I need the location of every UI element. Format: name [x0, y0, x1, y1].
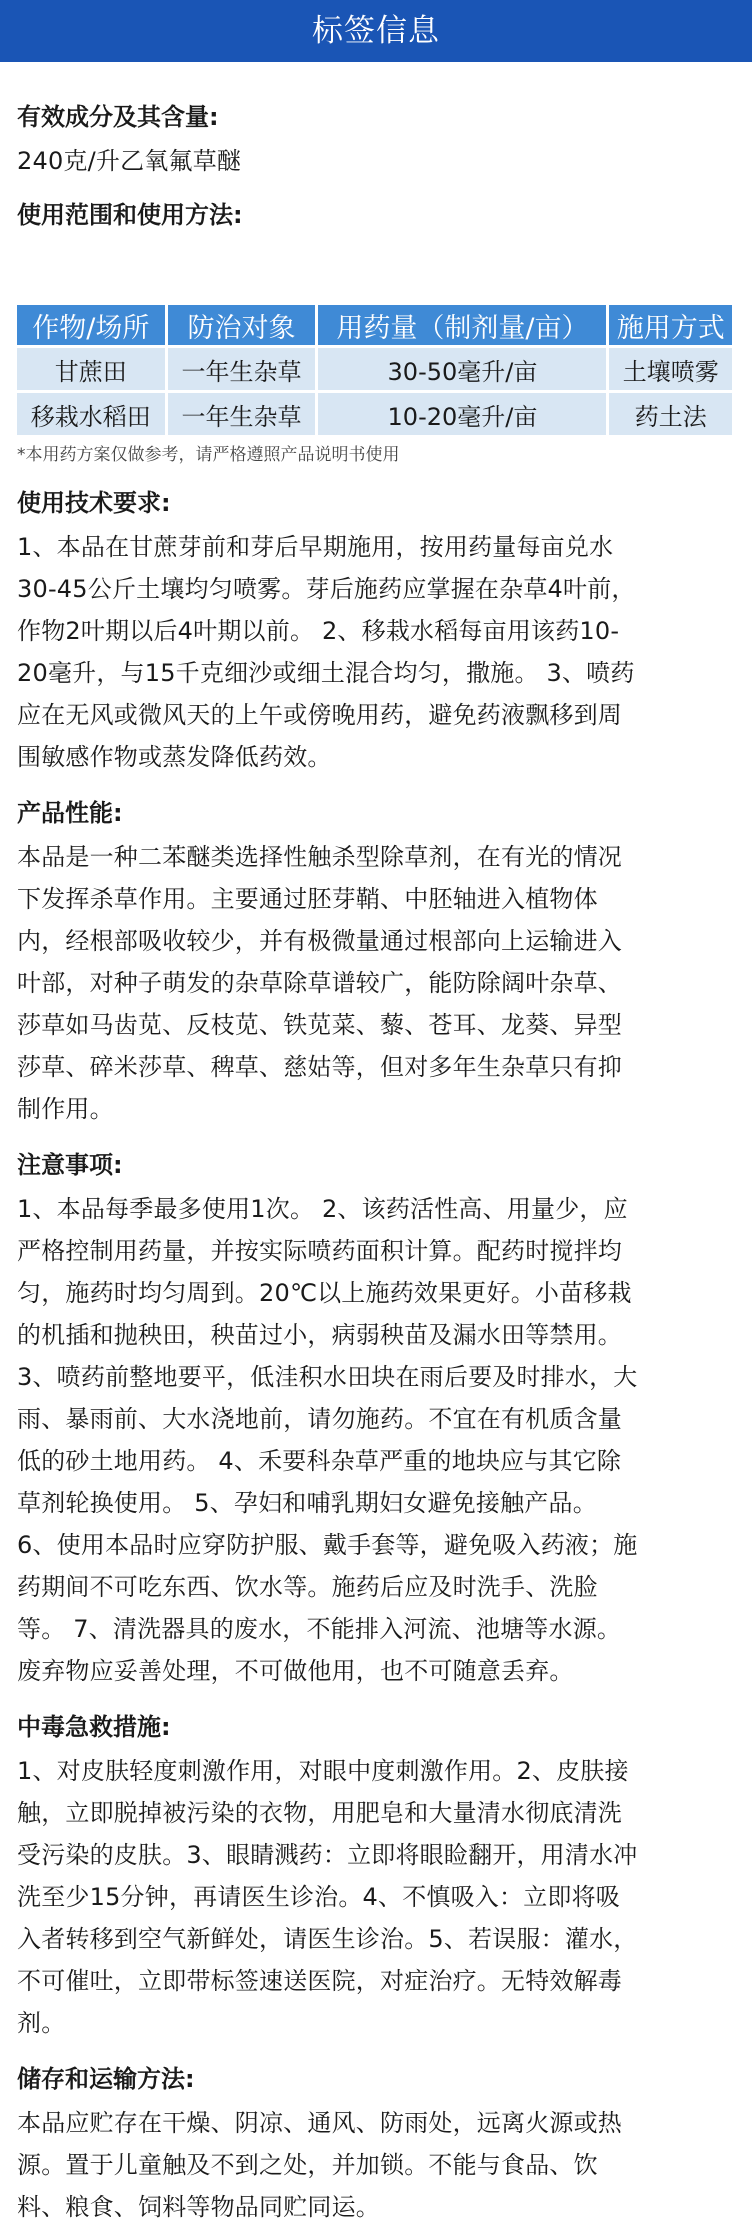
text-line: 雨、暴雨前、大水浇地前，请勿施药。不宜在有机质含量 — [17, 1405, 622, 1433]
table-cell-crop: 甘蔗田 — [17, 348, 165, 390]
text-line: 药期间不可吃东西、饮水等。施药后应及时洗手、洗脸 — [17, 1573, 598, 1601]
table-footnote: *本用药方案仅做参考，请严格遵照产品说明书使用 — [17, 445, 400, 465]
section-product-performance — [17, 796, 735, 1130]
text-line: 作物2叶期以后4叶期以前。 2、移栽水稻每亩用该药10- — [17, 617, 620, 645]
text-line: 源。置于儿童触及不到之处，并加锁。不能与食品、饮 — [17, 2151, 598, 2179]
text-line: 本品应贮存在干燥、阴凉、通风、防雨处，远离火源或热 — [17, 2109, 622, 2137]
section-heading: 储存和运输方法: — [17, 2065, 195, 2093]
text-line: 1、本品每季最多使用1次。 2、该药活性高、用量少，应 — [17, 1195, 628, 1223]
ingredient-value: 240克/升乙氧氟草醚 — [17, 147, 242, 175]
section-body — [17, 1188, 735, 1692]
text-line: 料、粮食、饲料等物品同贮同运。 — [17, 2193, 380, 2221]
text-line: 莎草如马齿苋、反枝苋、铁苋菜、藜、苍耳、龙葵、异型 — [17, 1011, 622, 1039]
table-cell-crop: 移栽水稻田 — [17, 393, 165, 435]
ingredient-heading: 有效成分及其含量: — [17, 103, 219, 131]
text-line: 下发挥杀草作用。主要通过胚芽鞘、中胚轴进入植物体 — [17, 885, 598, 913]
text-line: 6、使用本品时应穿防护服、戴手套等，避免吸入药液；施 — [17, 1531, 638, 1559]
text-line: 废弃物应妥善处理，不可做他用，也不可随意丢弃。 — [17, 1657, 574, 1685]
column-header-target: 防治对象 — [168, 305, 316, 345]
column-header-method: 施用方式 — [609, 305, 732, 345]
text-line: 不可催吐，立即带标签速送医院，对症治疗。无特效解毒 — [17, 1967, 622, 1995]
table-cell-method: 土壤喷雾 — [609, 348, 732, 390]
table-cell-method: 药土法 — [609, 393, 732, 435]
section-heading: 中毒急救措施: — [17, 1713, 171, 1741]
section-heading: 注意事项: — [17, 1151, 123, 1179]
text-line: 受污染的皮肤。3、眼睛溅药：立即将眼睑翻开，用清水冲 — [17, 1841, 638, 1869]
text-line: 本品是一种二苯醚类选择性触杀型除草剂，在有光的情况 — [17, 843, 622, 871]
table-header-row — [17, 305, 732, 345]
label-content — [0, 100, 752, 2228]
text-line: 草剂轮换使用。 5、孕妇和哺乳期妇女避免接触产品。 — [17, 1489, 597, 1517]
text-line: 叶部，对种子萌发的杂草除草谱较广，能防除阔叶杂草、 — [17, 969, 622, 997]
section-body — [17, 836, 735, 1130]
text-line: 的机插和抛秧田，秧苗过小，病弱秧苗及漏水田等禁用。 — [17, 1321, 622, 1349]
section-heading: 使用技术要求: — [17, 489, 171, 517]
text-line: 30-45公斤土壤均匀喷雾。芽后施药应掌握在杂草4叶前， — [17, 575, 636, 603]
usage-scope-heading: 使用范围和使用方法: — [17, 201, 243, 229]
text-line: 匀，施药时均匀周到。20℃以上施药效果更好。小苗移栽 — [17, 1279, 632, 1307]
text-line: 等。 7、清洗器具的废水，不能排入河流、池塘等水源。 — [17, 1615, 622, 1643]
text-line: 1、本品在甘蔗芽前和芽后早期施用，按用药量每亩兑水 — [17, 533, 614, 561]
text-line: 低的砂土地用药。 4、禾要科杂草严重的地块应与其它除 — [17, 1447, 622, 1475]
text-line: 围敏感作物或蒸发降低药效。 — [17, 743, 332, 771]
section-precautions — [17, 1148, 735, 1692]
text-line: 洗至少15分钟，再请医生诊治。4、不慎吸入：立即将吸 — [17, 1883, 621, 1911]
section-heading: 产品性能: — [17, 799, 123, 827]
text-line: 入者转移到空气新鲜处，请医生诊治。5、若误服：灌水， — [17, 1925, 638, 1953]
text-line: 1、对皮肤轻度刺激作用，对眼中度刺激作用。2、皮肤接 — [17, 1757, 629, 1785]
table-cell-dosage: 10-20毫升/亩 — [318, 393, 606, 435]
text-line: 3、喷药前整地要平，低洼积水田块在雨后要及时排水，大 — [17, 1363, 638, 1391]
section-first-aid — [17, 1710, 735, 2044]
section-body — [17, 1750, 735, 2044]
page-title: 标签信息 — [312, 13, 440, 49]
text-line: 20毫升，与15千克细沙或细土混合均匀，撒施。 3、喷药 — [17, 659, 635, 687]
section-storage-transport — [17, 2062, 735, 2228]
table-row — [17, 393, 732, 435]
table-cell-dosage: 30-50毫升/亩 — [318, 348, 606, 390]
text-line: 制作用。 — [17, 1095, 114, 1123]
section-body — [17, 2102, 735, 2228]
text-line: 内，经根部吸收较少，并有极微量通过根部向上运输进入 — [17, 927, 622, 955]
table-cell-target: 一年生杂草 — [168, 393, 316, 435]
usage-table — [14, 302, 735, 438]
text-line: 应在无风或微风天的上午或傍晚用药，避免药液飘移到周 — [17, 701, 622, 729]
table-row — [17, 348, 732, 390]
section-technical-requirements — [17, 486, 735, 778]
text-line: 剂。 — [17, 2009, 66, 2037]
usage-table-wrapper — [17, 302, 735, 438]
section-body — [17, 526, 735, 778]
column-header-dosage: 用药量（制剂量/亩） — [318, 305, 606, 345]
page-title-bar — [0, 0, 752, 62]
column-header-crop: 作物/场所 — [17, 305, 165, 345]
text-line: 严格控制用药量，并按实际喷药面积计算。配药时搅拌均 — [17, 1237, 622, 1265]
table-cell-target: 一年生杂草 — [168, 348, 316, 390]
text-line: 触，立即脱掉被污染的衣物，用肥皂和大量清水彻底清洗 — [17, 1799, 622, 1827]
text-line: 莎草、碎米莎草、稗草、慈姑等，但对多年生杂草只有抑 — [17, 1053, 622, 1081]
